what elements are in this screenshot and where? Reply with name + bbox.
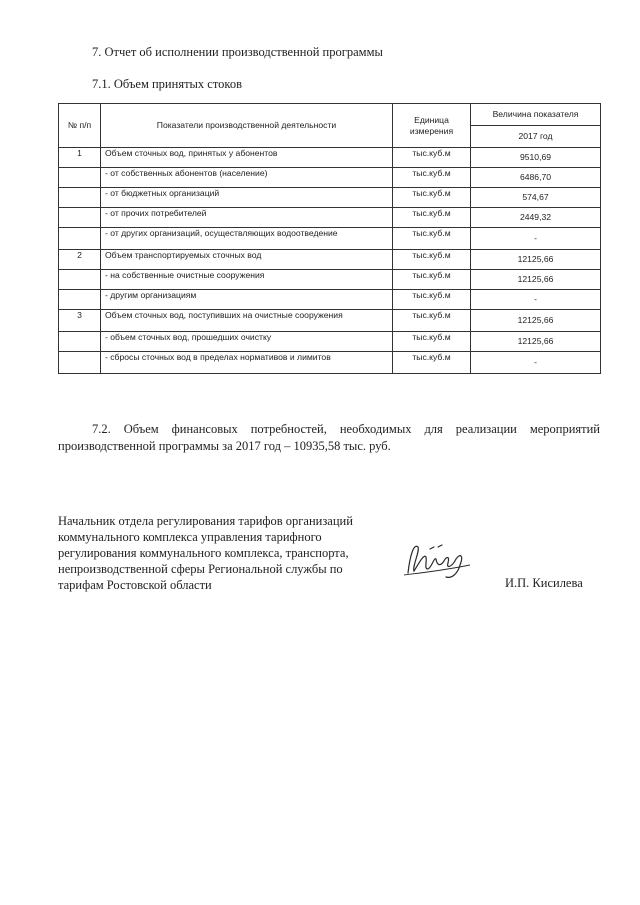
row-value: 12125,66: [471, 250, 601, 270]
table-row: [59, 250, 601, 270]
row-unit: тыс.куб.м: [393, 290, 471, 310]
row-unit: тыс.куб.м: [393, 250, 471, 270]
row-unit: тыс.куб.м: [393, 352, 471, 374]
table-row: [59, 332, 601, 352]
table-row: [59, 310, 601, 332]
header-indicator: Показатели производственной деятельности: [101, 104, 393, 148]
row-value: -: [471, 290, 601, 310]
row-number: [59, 352, 101, 374]
row-number: [59, 188, 101, 208]
header-value: Величина показателя: [471, 104, 601, 126]
position-line: тарифам Ростовской области: [58, 578, 212, 592]
row-number: 2: [59, 250, 101, 270]
header-unit: Единица измерения: [393, 104, 471, 148]
table-row: [59, 188, 601, 208]
header-year: 2017 год: [471, 126, 601, 148]
row-value: 9510,69: [471, 148, 601, 168]
row-indicator: Объем сточных вод, поступивших на очистные сооружения: [101, 310, 393, 332]
row-indicator: Объем транспортируемых сточных вод: [101, 250, 393, 270]
row-indicator: - от собственных абонентов (население): [101, 168, 393, 188]
row-value: 2449,32: [471, 208, 601, 228]
table-row: [59, 270, 601, 290]
row-unit: тыс.куб.м: [393, 188, 471, 208]
row-number: [59, 208, 101, 228]
table-row: [59, 352, 601, 374]
row-unit: тыс.куб.м: [393, 208, 471, 228]
row-unit: тыс.куб.м: [393, 168, 471, 188]
row-indicator: - сбросы сточных вод в пределах нормативов и лимитов: [101, 352, 393, 374]
position-line: Начальник отдела регулирования тарифов организаций: [58, 514, 353, 528]
section-title: 7. Отчет об исполнении производственной программы: [92, 45, 383, 59]
table-row: [59, 290, 601, 310]
position-line: регулирования коммунального комплекса, транспорта,: [58, 546, 349, 560]
row-number: 1: [59, 148, 101, 168]
row-indicator: - от прочих потребителей: [101, 208, 393, 228]
row-number: 3: [59, 310, 101, 332]
handwritten-signature: [400, 535, 480, 585]
row-value: -: [471, 228, 601, 250]
table-row: [59, 228, 601, 250]
row-indicator: Объем сточных вод, принятых у абонентов: [101, 148, 393, 168]
row-number: [59, 290, 101, 310]
row-indicator: - на собственные очистные сооружения: [101, 270, 393, 290]
table-row: [59, 148, 601, 168]
financial-paragraph: [58, 421, 600, 455]
row-unit: тыс.куб.м: [393, 148, 471, 168]
row-unit: тыс.куб.м: [393, 270, 471, 290]
row-unit: тыс.куб.м: [393, 332, 471, 352]
row-value: -: [471, 352, 601, 374]
row-indicator: - объем сточных вод, прошедших очистку: [101, 332, 393, 352]
row-indicator: - от бюджетных организаций: [101, 188, 393, 208]
row-indicator: - от других организаций, осуществляющих водоотведение: [101, 228, 393, 250]
row-number: [59, 168, 101, 188]
table-row: [59, 208, 601, 228]
row-unit: тыс.куб.м: [393, 228, 471, 250]
row-number: [59, 228, 101, 250]
position-line: коммунального комплекса управления тарифного: [58, 530, 322, 544]
row-value: 6486,70: [471, 168, 601, 188]
row-value: 12125,66: [471, 310, 601, 332]
row-indicator: - другим организациям: [101, 290, 393, 310]
signatory-position: [58, 513, 378, 593]
row-unit: тыс.куб.м: [393, 310, 471, 332]
row-number: [59, 270, 101, 290]
subsection-title: 7.1. Объем принятых стоков: [92, 77, 242, 91]
header-num: № п/п: [59, 104, 101, 148]
row-value: 574,67: [471, 188, 601, 208]
financial-text: 7.2. Объем финансовых потребностей, необходимых для реализации мероприятий производственной программы за 2017 год – 10935,58 тыс. руб.: [58, 422, 600, 453]
row-value: 12125,66: [471, 332, 601, 352]
report-table: [58, 103, 601, 374]
row-value: 12125,66: [471, 270, 601, 290]
position-line: непроизводственной сферы Региональной службы по: [58, 562, 343, 576]
table-row: [59, 168, 601, 188]
row-number: [59, 332, 101, 352]
signatory-name: И.П. Кисилева: [505, 576, 583, 590]
